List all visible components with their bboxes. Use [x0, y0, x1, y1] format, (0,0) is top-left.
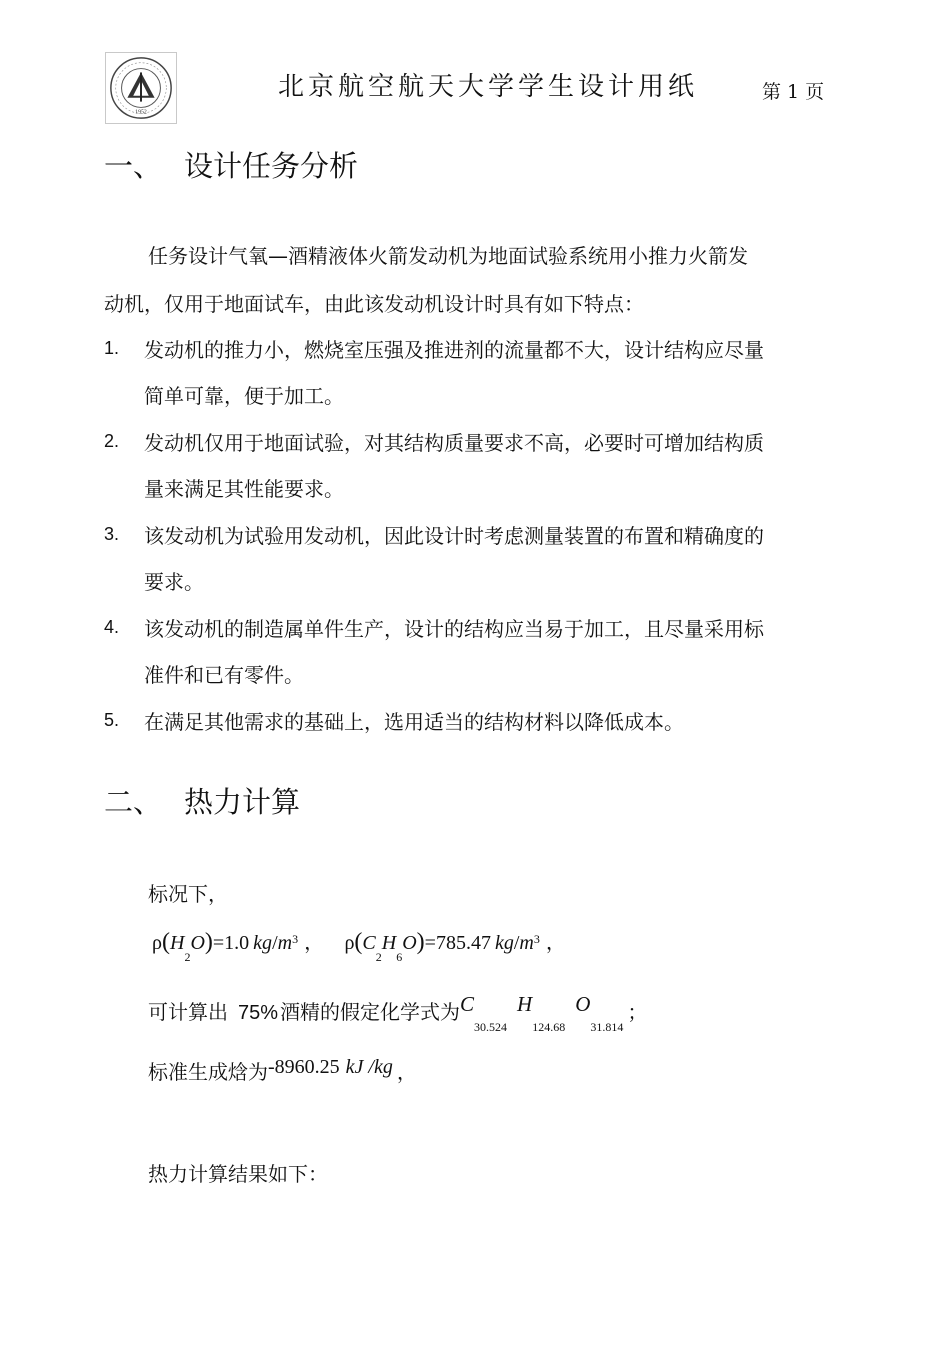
intro-line-2: 动机，仅用于地面试车，由此该发动机设计时具有如下特点：: [104, 292, 644, 316]
density-ethanol: $\rho(C_2H_6O)=785.47$ $kg/m^3$ ，: [344, 929, 566, 964]
list-item-number: 3.: [104, 524, 120, 544]
results-label: 热力计算结果如下：: [148, 1162, 328, 1186]
section2-number: 二、: [104, 785, 163, 819]
density-line: [152, 926, 566, 964]
conditions-label: 标况下，: [148, 882, 228, 906]
enthalpy-line: 标准生成焓为-8960.25 kJ /kg ，: [148, 1056, 417, 1084]
university-logo: [105, 52, 177, 124]
list-item-number: 2.: [104, 431, 120, 451]
list-item-number: 4.: [104, 617, 120, 637]
list-item-text: 发动机的推力小，燃烧室压强及推进剂的流量都不大，设计结构应尽量: [144, 338, 764, 362]
formula-line: 可计算出 75% 酒精的假定化学式为$C_{30.524}H_{124.68}O_{31.814}$；: [148, 992, 648, 1034]
list-item-text-cont: 简单可靠，便于加工。: [144, 384, 344, 408]
university-seal-icon: [106, 53, 176, 123]
density-water: $\rho(H_2O)=1.0$ $kg/m^3$ ，: [152, 929, 325, 964]
section1-number: 一、: [104, 149, 163, 183]
logo-year: 1952: [135, 109, 147, 116]
section2-title: 热力计算: [184, 785, 301, 819]
list-item-text: 该发动机的制造属单件生产，设计的结构应当易于加工，且尽量采用标: [144, 617, 764, 641]
section2-heading: [104, 780, 300, 821]
list-item-text-cont: 准件和已有零件。: [144, 663, 304, 687]
list-item-number: 5.: [104, 710, 120, 730]
list-item-text-cont: 量来满足其性能要求。: [144, 477, 344, 501]
list-item-number: 1.: [104, 338, 120, 358]
list-item-text: 该发动机为试验用发动机，因此设计时考虑测量装置的布置和精确度的: [144, 524, 764, 548]
university-title: 北京航空航天大学学生设计用纸: [278, 72, 699, 102]
list-item-text-cont: 要求。: [144, 570, 204, 594]
list-item-text: 在满足其他需求的基础上，选用适当的结构材料以降低成本。: [144, 710, 684, 734]
list-item-text: 发动机仅用于地面试验，对其结构质量要求不高，必要时可增加结构质: [144, 431, 764, 455]
page-number: 第 1 页: [762, 81, 825, 103]
intro-line-1: 任务设计气氧—酒精液体火箭发动机为地面试验系统用小推力火箭发: [148, 244, 748, 268]
section1-title: 设计任务分析: [184, 149, 359, 183]
section1-heading: [104, 144, 358, 185]
